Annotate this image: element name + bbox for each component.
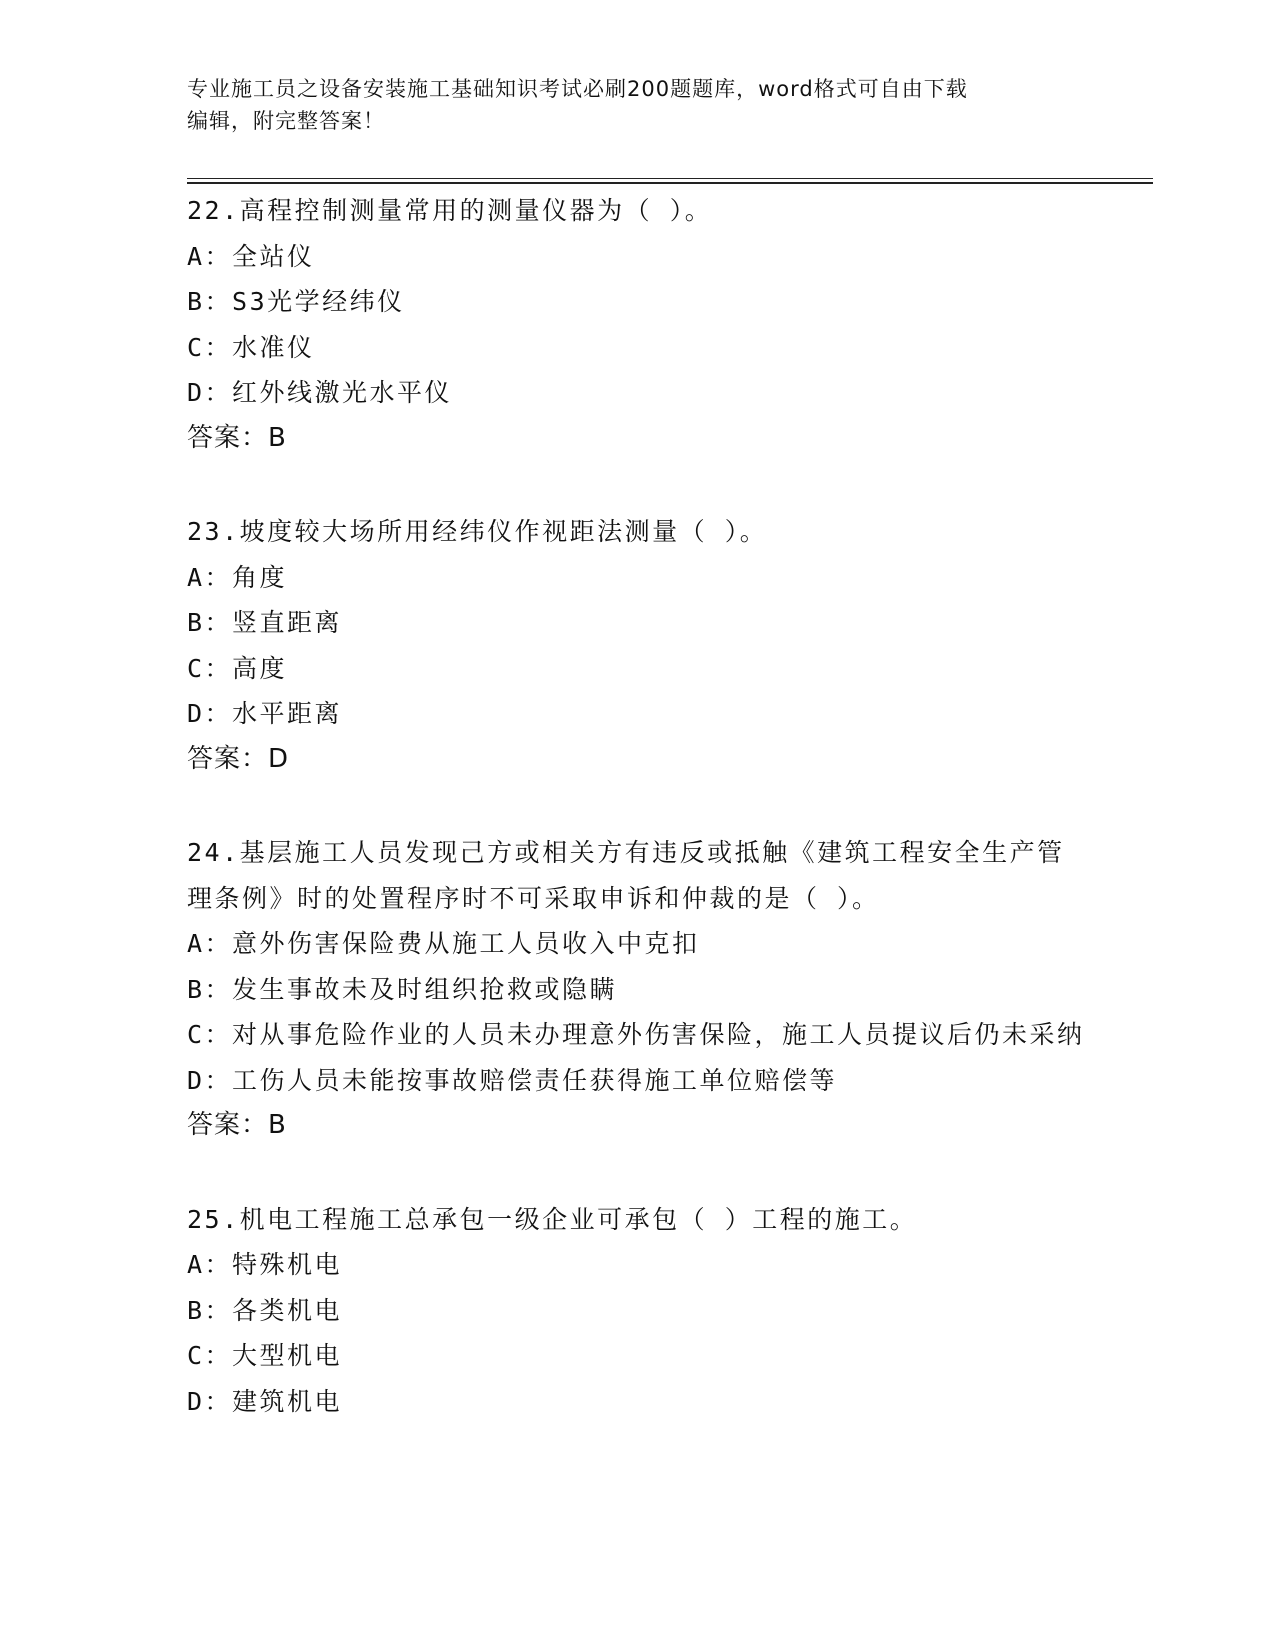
header-divider-thick <box>187 182 1153 184</box>
question-title: 24.基层施工人员发现己方或相关方有违反或抵触《建筑工程安全生产管理条例》时的处置程序时不可采取申诉和仲裁的是（ ）。 <box>187 838 1065 913</box>
option-b: B：S3光学经纬仪 <box>187 287 405 316</box>
option-c: C：水准仪 <box>187 332 315 362</box>
answer-text: 答案：B <box>187 1110 287 1140</box>
option-d: D：工伤人员未能按事故赔偿责任获得施工单位赔偿等 <box>187 1065 838 1095</box>
question-list <box>187 188 1087 1424</box>
question-block <box>187 1197 1087 1425</box>
question-title: 25.机电工程施工总承包一级企业可承包（ ）工程的施工。 <box>187 1204 918 1234</box>
spacer <box>187 782 1087 830</box>
option-a: A：全站仪 <box>187 241 315 271</box>
option-a: A：角度 <box>187 562 288 592</box>
question-title: 22.高程控制测量常用的测量仪器为（ ）。 <box>187 196 713 225</box>
option-a: A：特殊机电 <box>187 1250 343 1279</box>
option-a: A：意外伤害保险费从施工人员收入中克扣 <box>187 929 700 958</box>
question-block <box>187 830 1087 1149</box>
document-header <box>187 73 1067 137</box>
header-line-2: 编辑，附完整答案！ <box>187 109 385 133</box>
option-b: B：发生事故未及时组织抢救或隐瞒 <box>187 974 618 1004</box>
option-d: D：红外线激光水平仪 <box>187 378 453 407</box>
header-divider-thin <box>187 178 1153 179</box>
option-c: C：大型机电 <box>187 1341 343 1370</box>
question-block <box>187 188 1087 461</box>
answer-text: 答案：B <box>187 422 287 453</box>
option-d: D：水平距离 <box>187 699 343 728</box>
option-b: B：竖直距离 <box>187 608 343 637</box>
header-line-1: 专业施工员之设备安装施工基础知识考试必刷200题题库，word格式可自由下载 <box>187 77 968 101</box>
option-c: C：对从事危险作业的人员未办理意外伤害保险，施工人员提议后仍未采纳 <box>187 1020 1085 1049</box>
option-d: D：建筑机电 <box>187 1386 343 1416</box>
answer-text: 答案：D <box>187 743 290 774</box>
spacer <box>187 1149 1087 1197</box>
spacer <box>187 461 1087 509</box>
option-c: C：高度 <box>187 653 288 683</box>
question-title: 23.坡度较大场所用经纬仪作视距法测量（ ）。 <box>187 517 768 546</box>
option-b: B：各类机电 <box>187 1295 343 1325</box>
question-block <box>187 509 1087 782</box>
